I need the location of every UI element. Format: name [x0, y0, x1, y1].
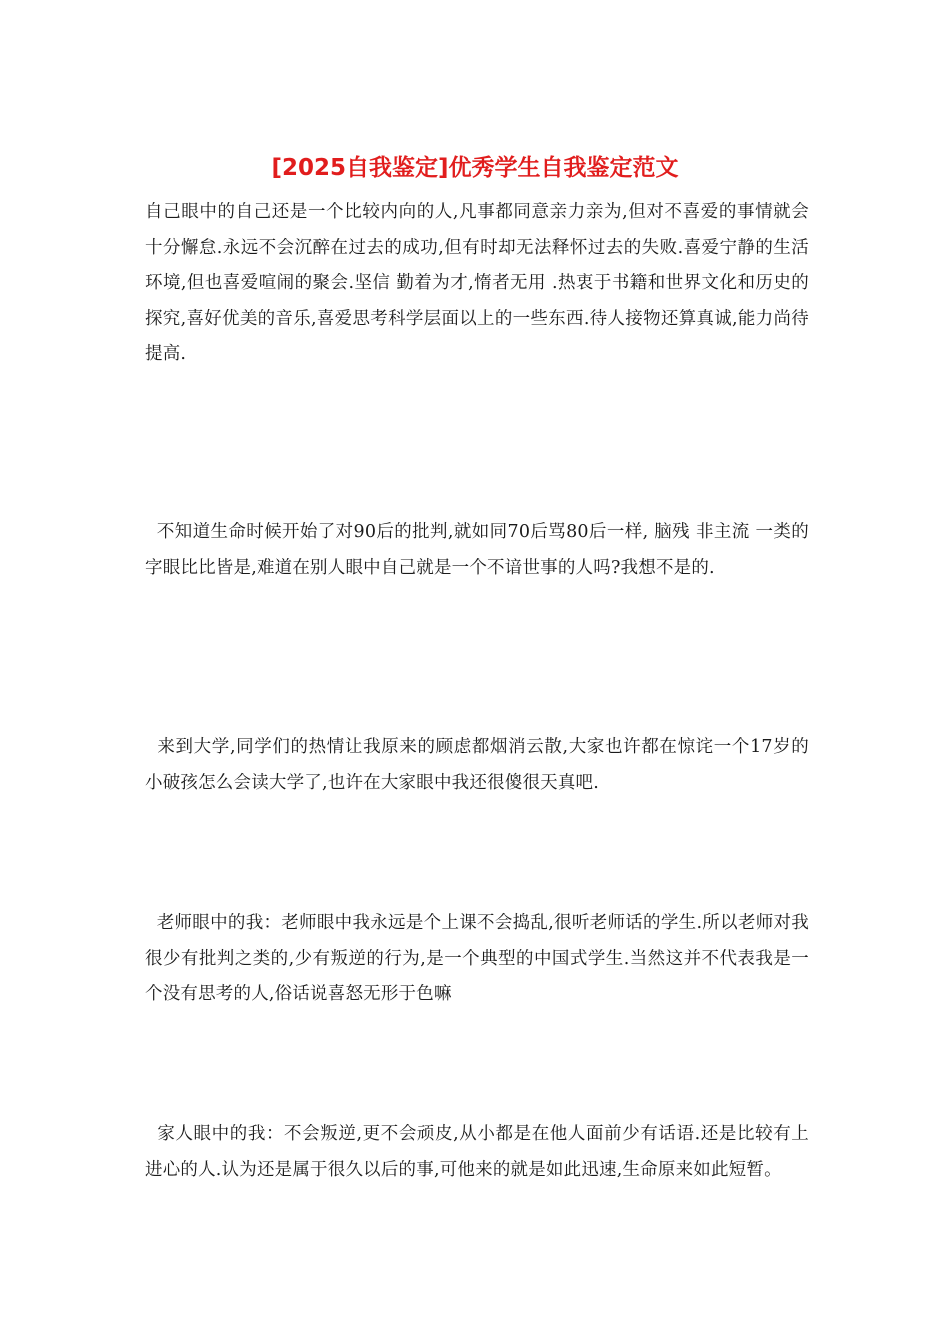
page-title: [2025自我鉴定]优秀学生自我鉴定范文 [271, 155, 679, 181]
paragraph-post-90s: 不知道生命时候开始了对90后的批判,就如同70后骂80后一样, 脑残 非主流 一类的字眼比比皆是,难道在别人眼中自己就是一个不谙世事的人吗?我想不是的. [145, 522, 810, 578]
paragraph-family-view: 家人眼中的我：不会叛逆,更不会顽皮,从小都是在他人面前少有话语.还是比较有上进心的人.认为还是属于很久以后的事,可他来的就是如此迅速,生命原来如此短暂。 [145, 1124, 809, 1180]
paragraph-self-view: 自己眼中的自己还是一个比较内向的人,凡事都同意亲力亲为,但对不喜爱的事情就会十分懈怠.永远不会沉醉在过去的成功,但有时却无法释怀过去的失败.喜爱宁静的生活环境,但也喜爱喧闹的聚会.坚信 勤着为才,惰者无用 .热衷于书籍和世界文化和历史的探究,喜好优美的音乐,喜爱思考科学层面以上的一些东西.待人接物还算真诚,能力尚待提高. [145, 202, 809, 364]
paragraph-teacher-view: 老师眼中的我：老师眼中我永远是个上课不会捣乱,很听老师话的学生.所以老师对我很少有批判之类的,少有叛逆的行为,是一个典型的中国式学生.当然这并不代表我是一个没有思考的人,俗话说喜怒无形于色嘛 [145, 913, 809, 1004]
paragraph-university: 来到大学,同学们的热情让我原来的顾虑都烟消云散,大家也许都在惊诧一个17岁的小破孩怎么会读大学了,也许在大家眼中我还很傻很天真吧. [145, 737, 809, 793]
